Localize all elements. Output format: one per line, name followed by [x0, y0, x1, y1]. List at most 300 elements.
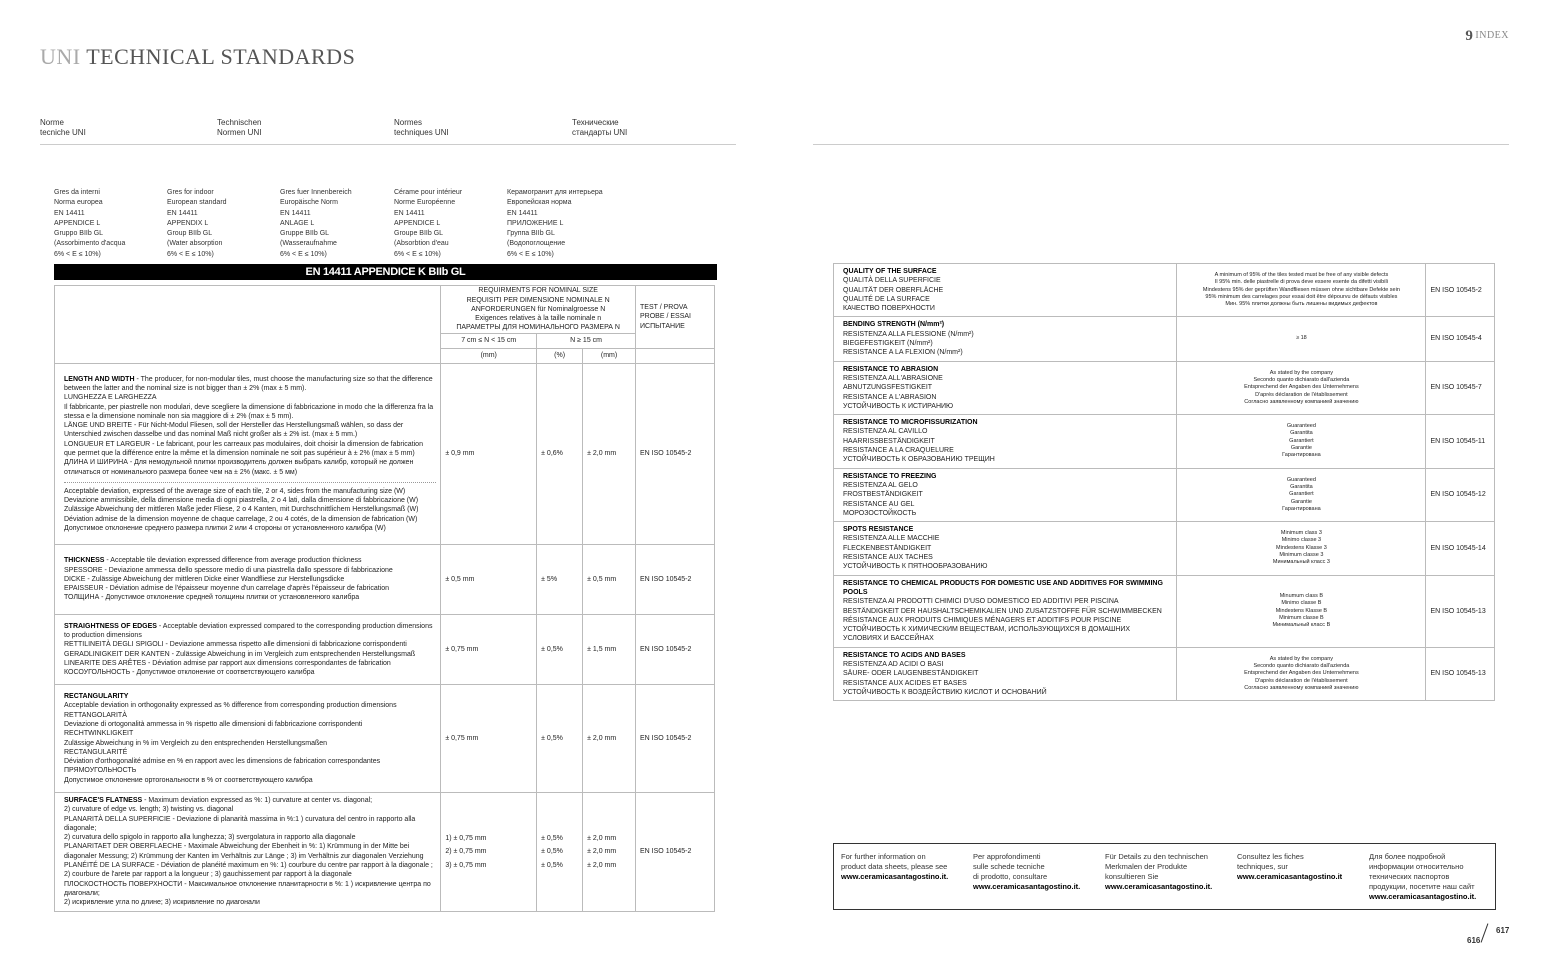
value-line: Secondo quanto dichiarato dall'azienda: [1253, 376, 1350, 383]
website-link[interactable]: [841, 872, 966, 882]
value-line: Минимальный класс 3: [1272, 559, 1330, 566]
value-line: Secondo quanto dichiarato dall'azienda: [1253, 662, 1350, 669]
property-line: УСТОЙЧИВОСТЬ К ПЯТНООБРАЗОВАНИЮ: [843, 563, 988, 571]
value-line: 95% minimum des carrelages pour essai doit être dépourvu de défauts visibles: [1205, 293, 1398, 300]
value-line: Guaranteed: [1286, 423, 1316, 430]
property-name: [834, 575, 1177, 647]
description-line: GERADLINIGKEIT DER KANTEN - Zulässige Abweichung in im Vergleich zum entsprechenden Herstellungsmaß: [64, 650, 416, 658]
tolerance-cell: [441, 685, 537, 793]
unit-mm-header: (mm): [441, 349, 537, 364]
info-line: Для более подробной: [1369, 852, 1446, 861]
description-line: ПЛОСКОСТНОСТЬ ПОВЕРХНОСТИ - Максимальное отклонение планитарности в %: 1 ) искривление центра по диагонали;: [64, 880, 431, 897]
tolerance-value: ± 2,0 mm: [587, 450, 617, 458]
test-method-cell: [1426, 317, 1495, 361]
value-line: Minimum classe B: [1279, 614, 1324, 621]
property-line: RESISTANCE AUX TACHES: [843, 554, 933, 562]
property-title-line: [843, 320, 1170, 329]
test-method-cell: [636, 793, 715, 912]
nominal-size-header: [441, 286, 636, 334]
category-line: EN 14411: [394, 209, 425, 217]
property-name: [834, 264, 1177, 317]
property-line: RESISTENZA AD ACIDI O BASI: [843, 660, 944, 668]
property-line: RESISTENZA ALLA FLESSIONE (N/mm²): [843, 330, 974, 338]
test-header-line: TEST / PROVA: [640, 304, 688, 312]
description-line: PLANARITÀ DELLA SUPERFICIE - Deviazione di planarità massima in %:1 ) curvatura del centro in rapporto alla diagonale;: [64, 815, 416, 832]
table-row: [55, 364, 715, 545]
info-line: Per approfondimenti: [973, 852, 1041, 861]
value-line: Mindestens Klasse 3: [1276, 544, 1327, 551]
value-line: D'après déclaration de l'établissement: [1255, 677, 1348, 684]
test-method: EN ISO 10545-4: [1430, 335, 1482, 343]
tolerance-value: ± 0,5%: [541, 734, 563, 742]
value-line: Гарантирована: [1282, 452, 1321, 459]
value-line: Garantiert: [1289, 437, 1314, 444]
language-header: [394, 118, 449, 138]
property-value: [1177, 415, 1426, 468]
range-large-header: N ≥ 15 cm: [537, 334, 636, 349]
test-method: EN ISO 10545-7: [1430, 384, 1482, 392]
description-line: Допустимое отклонение среднего размера плитки 2 или 4 стороны от установленного калибра (W): [64, 525, 386, 533]
website-link-text[interactable]: www.ceramicasantagostino.it.: [973, 882, 1081, 891]
website-link[interactable]: [1237, 872, 1362, 882]
description-line: Допустимое отклонение ортогональности в % от соответствующего калибра: [64, 776, 313, 784]
category-line: APPENDICE L: [394, 219, 441, 227]
info-column: [841, 852, 966, 882]
divider-right: [813, 144, 1509, 145]
test-method-cell: [1426, 415, 1495, 468]
description-line: LÄNGE UND BREITE - Für Nicht-Modul Fliesen, soll der Hersteller das Herstellungsmaß wählen, so dass der Unterschied zwischen dasselbe und das nominal Maß nicht großer als ± 2% ist. (max ± 5 mm.): [64, 422, 404, 439]
tolerance-value: ± 1,5 mm: [587, 645, 617, 653]
category-column: [280, 188, 352, 260]
description-line: PLANARITAET DER OBERFLAECHE - Maximale Abweichung der Ebenheit in %: 1) Krümmung in der Mitte bei diagonaler Messung; 2) Krümmung der Kanten im Verhältnis zur Länge ; 3) im Verhältnis zur diagonalen Verziehung: [64, 843, 424, 860]
property-title: RESISTANCE TO ACIDS AND BASES: [843, 651, 966, 659]
description-line: КОСОУГОЛЬНОСТЬ - Допустимое отклонение от соответствующего калибра: [64, 669, 315, 677]
description-line: ТОЛЩИНА - Допустимое отклонение средней толщины плитки от установленного калибра: [64, 594, 360, 602]
test-method-cell: [636, 685, 715, 793]
tolerance-cell: [441, 545, 537, 615]
tolerance-value: ± 0,5 mm: [587, 575, 617, 583]
property-line: RESISTENZA AL CAVILLO: [843, 428, 928, 436]
value-line: Garantita: [1290, 430, 1313, 437]
value-line: As stated by the company: [1269, 369, 1334, 376]
value-line: Il 95% min. delle piastrelle di prova deve essere esente da difetti visibili: [1214, 279, 1388, 286]
property-title-line: [843, 579, 1170, 598]
property-title-line: [843, 472, 1170, 481]
website-link-text[interactable]: www.ceramicasantagostino.it.: [841, 872, 949, 881]
property-line: УСТОЙЧИВОСТЬ К ХИМИЧЕСКИМ ВЕЩЕСТВАМ, ИСПОЛЬЗУЮЩИХСЯ В ДОМАШНИХ УСЛОВИЯХ И БАССЕЙНАХ: [843, 626, 1131, 643]
property-line: FROSTBESTÄNDIGKEIT: [843, 491, 923, 499]
value-line: ≥ 18: [1296, 335, 1307, 342]
page-number-right: 617: [1496, 926, 1510, 935]
info-line: product data sheets, please see: [841, 862, 948, 871]
tolerance-cell: [441, 615, 537, 685]
language-header-line: Norme: [40, 118, 65, 127]
description-line: Deviazione ammissibile, della dimensione media di ogni piastrella, 2 o 4 lati, dalla dimensione di fabbricazione (W): [64, 497, 419, 505]
property-line: УСТОЙЧИВОСТЬ К ОБРАЗОВАНИЮ ТРЕЩИН: [843, 456, 995, 464]
table-row: [834, 522, 1495, 575]
website-link[interactable]: [973, 882, 1098, 892]
category-line: European standard: [167, 199, 227, 207]
property-line: HAARRISSBESTÄNDIGKEIT: [843, 437, 935, 445]
property-line: УСТОЙЧИВОСТЬ К ВОЗДЕЙСТВИЮ КИСЛОТ И ОСНОВАНИЙ: [843, 688, 1047, 696]
website-link-text[interactable]: www.ceramicasantagostino.it.: [1369, 892, 1477, 901]
category-column: [167, 188, 227, 260]
tolerance-value: ± 0,5%: [541, 861, 563, 869]
category-line: Gres fuer Innenbereich: [280, 189, 352, 196]
test-method: EN ISO 10545-14: [1430, 544, 1486, 552]
description-line: DICKE - Zulässige Abweichung der mittleren Dicke einer Wandfliese zur Herstellungsdicke: [64, 575, 345, 583]
website-link[interactable]: [1105, 882, 1230, 892]
table-row: [834, 361, 1495, 414]
category-line: Группа BIIb GL: [507, 230, 555, 238]
tolerance-value: 1) ± 0,75 mm: [445, 834, 487, 842]
table-row: [55, 685, 715, 793]
property-value: [1177, 522, 1426, 575]
property-line: RESISTANCE AU GEL: [843, 500, 915, 508]
language-header-line: Normes: [394, 118, 423, 127]
value-line: As stated by the company: [1269, 655, 1334, 662]
category-line: 6% < E ≤ 10%): [280, 250, 327, 258]
test-method-cell: [1426, 575, 1495, 647]
requirement-title: STRAIGHTNESS OF EDGES: [64, 622, 157, 630]
property-line: RESISTENZA AL GELO: [843, 481, 918, 489]
category-line: ANLAGE L: [280, 219, 315, 227]
info-line: di prodotto, consultare: [973, 872, 1048, 881]
test-header: [636, 286, 715, 349]
category-line: Norme Européenne: [394, 199, 456, 207]
test-method-cell: [1426, 522, 1495, 575]
info-line: информации относительно: [1369, 862, 1464, 871]
category-line: (Wasseraufnahme: [280, 240, 337, 248]
language-header-line: techniques UNI: [394, 128, 449, 137]
language-header-line: tecniche UNI: [40, 128, 86, 137]
description-line: SPESSORE - Deviazione ammessa dello spessore medio di una piastrella dallo spessore di fabbricazione: [64, 566, 393, 574]
test-method-cell: [1426, 264, 1495, 317]
category-line: EN 14411: [507, 209, 538, 217]
test-method-cell: [1426, 468, 1495, 521]
website-link[interactable]: [1369, 892, 1494, 902]
tolerance-value: ± 2,0 mm: [587, 734, 617, 742]
test-method: EN ISO 10545-11: [1430, 437, 1486, 445]
category-line: ПРИЛОЖЕНИЕ L: [507, 219, 564, 227]
info-line: konsultieren Sie: [1105, 872, 1159, 881]
info-column: [1105, 852, 1230, 892]
table-row: [834, 575, 1495, 647]
nominal-size-line: REQUIRMENTS FOR NOMINAL SIZE: [478, 287, 598, 295]
category-line: Gruppe BIIb GL: [280, 230, 330, 238]
description-line: Il fabbricante, per piastrelle non modulari, deve scegliere la dimensione di fabbricazione in modo che la differenza fra la stessa e la dimensione nominale non sia maggiore di ± 2% (max ± 5 mm).: [64, 403, 434, 420]
info-line: продукции, посетите наш сайт: [1369, 882, 1475, 891]
description-line: Zulässige Abweichung der mittleren Maße jeder Fliese, 2 o 4 Kanten, mit Durchschnittlichem Herstellungsmaß (W): [64, 506, 419, 514]
category-line: Groupe BIIb GL: [394, 230, 444, 238]
category-line: (Assorbimento d'acqua: [54, 240, 126, 248]
property-title: RESISTANCE TO CHEMICAL PRODUCTS FOR DOMESTIC USE AND ADDITIVES FOR SWIMMING POOLS: [843, 579, 1163, 596]
test-method: EN ISO 10545-2: [640, 645, 692, 653]
language-header-line: Технические: [572, 118, 619, 127]
tolerance-cell: [583, 615, 636, 685]
description-line: PLANÉITÉ DE LA SURFACE - Déviation de planéité maximum en %: 1) courbure du centre par rapport à la diagonale ;: [64, 862, 433, 870]
property-line: QUALITÄT DER OBERFLÄCHE: [843, 286, 944, 294]
value-line: Garantie: [1290, 445, 1312, 452]
info-line: Consultez les fiches: [1237, 852, 1304, 861]
description-line: [64, 622, 436, 641]
range-small-header: 7 cm ≤ N < 15 cm: [441, 334, 537, 349]
value-line: Мин. 95% плитки должны быть лишены видимых дефектов: [1225, 301, 1378, 308]
tolerance-value: ± 0,5 mm: [445, 575, 475, 583]
property-value: [1177, 575, 1426, 647]
description-line: 2) искривление угла по длине; 3) искривление по диагонали: [64, 899, 260, 907]
description-line: Acceptable deviation, expressed of the average size of each tile, 2 or 4, sides from the manufacturing size (W): [64, 487, 406, 495]
category-column: [394, 188, 462, 260]
property-line: BIEGEFESTIGKEIT (N/mm²): [843, 340, 933, 348]
table-row: [834, 415, 1495, 468]
description-text: - Maximum deviation expressed as %: 1) curvature at center vs. diagonal;: [142, 797, 373, 804]
info-column: [973, 852, 1098, 892]
property-name: [834, 317, 1177, 361]
property-line: RÉSISTANCE AUX PRODUITS CHIMIQUES MÉNAGERS ET ADDITIFS POUR PISCINE: [843, 616, 1122, 624]
table-row: [55, 615, 715, 685]
table-row: [834, 647, 1495, 700]
tolerance-cell: [583, 364, 636, 545]
requirement-title: LENGTH AND WIDTH: [64, 375, 135, 383]
dimension-requirements-table: [54, 285, 715, 912]
tolerance-cell: [583, 793, 636, 912]
category-line: EN 14411: [280, 209, 311, 217]
tolerance-value: ± 0,75 mm: [445, 645, 479, 653]
info-line: технических паспортов: [1369, 872, 1450, 881]
category-line: Европейская норма: [507, 199, 572, 207]
test-header-line: PROBE / ESSAI: [640, 313, 691, 321]
requirement-title: THICKNESS: [64, 557, 105, 565]
description-line: Acceptable deviation in orthogonality expressed as % difference from corresponding production dimensions: [64, 702, 397, 710]
dotted-separator: [64, 482, 436, 483]
category-line: Керамогранит для интерьера: [507, 189, 603, 196]
language-header: [572, 118, 627, 138]
property-line: BESTÄNDIGKEIT DER HAUSHALTSCHEMIKALIEN UND ZUSATZSTOFFE FÜR SCHWIMMBECKEN: [843, 607, 1162, 615]
category-line: APPENDICE L: [54, 219, 101, 227]
index-link[interactable]: 9 INDEX: [1465, 28, 1509, 44]
description-line: [64, 556, 436, 565]
category-line: Group BIIb GL: [167, 230, 213, 238]
unit-mm2-header: (mm): [583, 349, 636, 364]
nominal-size-line: ПАРАМЕТРЫ ДЛЯ НОМИНАЛЬНОГО РАЗМЕРА N: [456, 324, 620, 332]
tolerance-cell: [583, 685, 636, 793]
property-title: RESISTANCE TO MICROFISSURIZATION: [843, 419, 978, 427]
property-line: RESISTENZA AI PRODOTTI CHIMICI D'USO DOMESTICO ED ADDITIVI PER PISCINA: [843, 598, 1119, 606]
requirement-description: [55, 364, 441, 545]
value-line: D'après déclaration de l'établissement: [1255, 391, 1348, 398]
description-line: [64, 692, 436, 701]
category-line: 6% < E ≤ 10%): [507, 250, 554, 258]
value-line: Entsprechend der Angaben des Unternehmens: [1244, 670, 1359, 677]
tolerance-cell: [537, 545, 583, 615]
description-line: [64, 796, 436, 805]
value-line: Mindestens Klasse B: [1275, 607, 1328, 614]
quality-requirements-table: [833, 263, 1495, 701]
property-name: [834, 522, 1177, 575]
info-line: sulle schede tecniche: [973, 862, 1045, 871]
property-line: ABNUTZUNGSFESTIGKEIT: [843, 384, 933, 392]
description-line: RETTILINEITÀ DEGLI SPIGOLI - Deviazione ammessa rispetto alle dimensioni di fabbricazione corrispondenti: [64, 641, 407, 649]
tolerance-cell: [441, 793, 537, 912]
value-line: Гарантирована: [1282, 505, 1321, 512]
description-line: RETTANGOLARITÀ: [64, 711, 127, 719]
test-method: EN ISO 10545-12: [1430, 491, 1486, 499]
category-line: Norma europea: [54, 199, 103, 207]
property-value: [1177, 647, 1426, 700]
tolerance-value: ± 0,9 mm: [445, 450, 475, 458]
property-line: RESISTANCE A LA CRAQUELURE: [843, 447, 954, 455]
info-line: Merkmalen der Produkte: [1105, 862, 1188, 871]
language-header: [217, 118, 261, 138]
page-divider: [1481, 923, 1489, 942]
tolerance-value: ± 2,0 mm: [587, 861, 617, 869]
value-line: Minimum class 3: [1280, 530, 1322, 537]
value-line: Garantie: [1290, 498, 1312, 505]
tolerance-value: ± 0,75 mm: [445, 734, 479, 742]
category-line: Europäische Norm: [280, 199, 338, 207]
description-text: - Acceptable tile deviation expressed difference from average production thickness: [104, 557, 362, 565]
description-line: LINEARITE DES ARÊTES - Déviation admise par rapport aux dimensions correspondantes de fabrication: [64, 659, 391, 667]
tolerance-value: ± 5%: [541, 575, 558, 583]
test-method-cell: [636, 615, 715, 685]
tolerance-cell: [537, 364, 583, 545]
tolerance-value: 3) ± 0,75 mm: [445, 861, 487, 869]
category-line: (Водопоглощение: [507, 240, 566, 248]
value-line: Minimo classe 3: [1281, 537, 1322, 544]
property-title-line: [843, 267, 1170, 276]
category-line: 6% < E ≤ 10%): [54, 250, 101, 258]
standard-title-bar: EN 14411 APPENDICE K BIIb GL: [54, 264, 717, 280]
test-method: EN ISO 10545-2: [640, 450, 692, 458]
requirement-description: [55, 685, 441, 793]
description-text: - Acceptable deviation expressed compared to the corresponding production dimensions to production dimensions: [64, 622, 433, 639]
property-line: МОРОЗОСТОЙКОСТЬ: [843, 509, 917, 517]
tolerance-cell: [441, 364, 537, 545]
property-line: RESISTANCE A L'ABRASION: [843, 393, 937, 401]
test-method-cell: [1426, 647, 1495, 700]
info-line: For further information on: [841, 852, 926, 861]
category-column: [507, 188, 603, 260]
tolerance-value: ± 2,0 mm: [587, 834, 617, 842]
description-line: Déviation d'orthogonalité admise en % en rapport avec les dimensions de fabrication correspondantes: [64, 758, 381, 766]
requirement-description: [55, 615, 441, 685]
nominal-size-line: REQUISITI PER DIMENSIONE NOMINALE N: [466, 296, 610, 304]
property-line: FLECKENBESTÄNDIGKEIT: [843, 544, 932, 552]
description-line: [64, 375, 436, 394]
requirement-title: RECTANGULARITY: [64, 693, 129, 701]
value-line: Garantiert: [1289, 491, 1314, 498]
page-title: UNI TECHNICAL STANDARDS: [40, 44, 356, 69]
description-line: RECTANGULARITÉ: [64, 748, 128, 756]
language-header: [40, 118, 86, 138]
property-value: [1177, 264, 1426, 317]
property-title-line: [843, 651, 1170, 660]
divider-left: [40, 144, 736, 145]
test-method: EN ISO 10545-2: [1430, 286, 1482, 294]
table-row: [834, 317, 1495, 361]
unit-percent-header: (%): [537, 349, 583, 364]
description-line: LONGUEUR ET LARGEUR - Le fabricant, pour les carreaux pas modulaires, doit choisir la dimension de fabrication que permet que la différence entre la même et la dimension nominale ne soit pas supérieur à ± 2% (max ± 5 mm): [64, 440, 423, 457]
table-row: [834, 468, 1495, 521]
tolerance-value: 2) ± 0,75 mm: [445, 848, 487, 856]
category-line: 6% < E ≤ 10%): [394, 250, 441, 258]
test-method-cell: [636, 364, 715, 545]
tolerance-value: ± 0,5%: [541, 848, 563, 856]
description-line: EPAISSEUR - Déviation admise de l'épaisseur moyenne d'un carrelage d'après l'épaisseur de fabrication: [64, 585, 390, 593]
test-header-line: ИСПЫТАНИЕ: [640, 322, 685, 330]
property-title: RESISTANCE TO FREEZING: [843, 472, 937, 480]
category-line: (Absorbtion d'eau: [394, 240, 449, 248]
test-method: EN ISO 10545-13: [1430, 670, 1486, 678]
nominal-size-line: ANFORDERUNGEN für Nominalgroesse N: [471, 305, 606, 313]
category-line: 6% < E ≤ 10%): [167, 250, 214, 258]
property-line: RESISTENZA ALLE MACCHIE: [843, 535, 940, 543]
value-line: Согласно заявленному компанией значению: [1244, 398, 1359, 405]
value-line: Guaranteed: [1286, 476, 1316, 483]
description-line: ДЛИНА И ШИРИНА - Для немодульной плитки производитель должен выбрать калибр, который не должен отличаться от номинального размера более чем на ± 2% (макс. ± 5 мм): [64, 459, 414, 476]
table-row: [55, 545, 715, 615]
property-title-line: [843, 418, 1170, 427]
requirement-description: [55, 793, 441, 912]
property-title-line: [843, 365, 1170, 374]
tolerance-value: ± 0,6%: [541, 450, 563, 458]
value-line: Garantita: [1290, 483, 1313, 490]
category-column: [54, 188, 125, 260]
category-line: Cérame pour intérieur: [394, 189, 463, 196]
website-link-text[interactable]: www.ceramicasantagostino.it: [1237, 872, 1343, 881]
info-line: techniques, sur: [1237, 862, 1288, 871]
website-link-text[interactable]: www.ceramicasantagostino.it.: [1105, 882, 1213, 891]
property-line: SÄURE- ODER LAUGENBESTÄNDIGKEIT: [843, 670, 979, 678]
value-line: Minumum class B: [1279, 592, 1324, 599]
tolerance-value: ± 2,0 mm: [587, 848, 617, 856]
language-header-line: Normen UNI: [217, 128, 262, 137]
property-title: RESISTANCE TO ABRASION: [843, 365, 939, 373]
test-method: EN ISO 10545-2: [640, 734, 692, 742]
property-line: RESISTANCE AUX ACIDES ET BASES: [843, 679, 967, 687]
property-title-line: [843, 525, 1170, 534]
index-arrow-icon: 9: [1465, 28, 1474, 44]
property-name: [834, 647, 1177, 700]
value-line: A minimum of 95% of the tiles tested must be free of any visible defects: [1214, 272, 1389, 278]
category-line: APPENDIX L: [167, 219, 209, 227]
test-method-cell: [1426, 361, 1495, 414]
page-number-left: 616: [1467, 936, 1481, 945]
value-line: Minimo classe B: [1281, 600, 1322, 607]
language-header-line: стандарты UNI: [572, 128, 628, 137]
language-header-line: Technischen: [217, 118, 262, 127]
property-name: [834, 468, 1177, 521]
value-line: Согласно заявленному компанией значению: [1244, 684, 1359, 691]
category-line: EN 14411: [54, 209, 85, 217]
property-line: QUALITÀ DELLA SUPERFICIE: [843, 277, 941, 285]
test-method: EN ISO 10545-13: [1430, 607, 1486, 615]
description-line: RECHTWINKLIGKEIT: [64, 730, 134, 738]
description-line: 2) curvature of edge vs. length; 3) twisting vs. diagonal: [64, 806, 234, 814]
tolerance-cell: [537, 793, 583, 912]
tolerance-cell: [537, 615, 583, 685]
value-line: Minimum classe 3: [1279, 552, 1324, 559]
property-line: QUALITÉ DE LA SURFACE: [843, 295, 930, 303]
category-line: EN 14411: [167, 209, 198, 217]
property-value: [1177, 468, 1426, 521]
category-line: (Water absorption: [167, 240, 223, 248]
category-line: Gruppo BIIb GL: [54, 230, 104, 238]
requirement-title: SURFACE'S FLATNESS: [64, 797, 143, 804]
property-line: RESISTENZA ALL'ABRASIONE: [843, 374, 943, 382]
property-line: RESISTANCE A LA FLEXION (N/mm²): [843, 349, 963, 357]
